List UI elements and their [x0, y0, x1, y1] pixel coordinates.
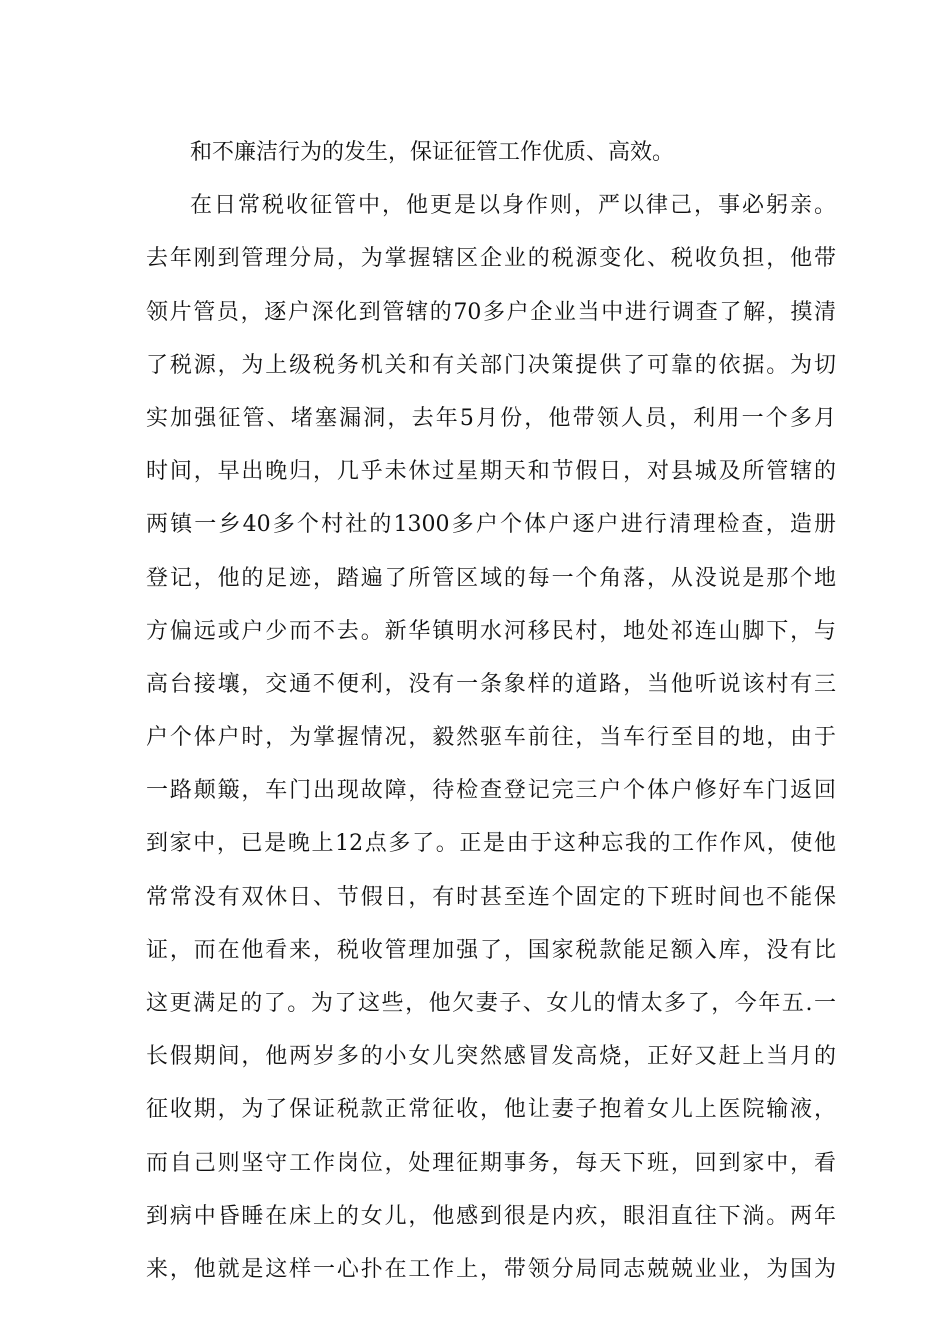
text-line: 登记，他的足迹，踏遍了所管区域的每一个角落，从没说是那个地: [146, 565, 836, 591]
body-text: [146, 126, 836, 1296]
text-line: 两镇一乡40多个村社的1300多户个体户逐户进行清理检查，造册: [146, 512, 836, 538]
text-line: 领片管员，逐户深化到管辖的70多户企业当中进行调查了解，摸清: [146, 299, 836, 325]
text-line: 了税源，为上级税务机关和有关部门决策提供了可靠的依据。为切: [146, 352, 836, 378]
text-line: 这更满足的了。为了这些，他欠妻子、女儿的情太多了，今年五.一: [146, 991, 836, 1016]
text-line: 和不廉洁行为的发生，保证征管工作优质、高效。: [190, 140, 675, 165]
text-line: 时间，早出晚归，几乎未休过星期天和节假日，对县城及所管辖的: [146, 459, 836, 485]
text-line: 到病中昏睡在床上的女儿，他感到很是内疚，眼泪直往下淌。两年: [146, 1203, 836, 1229]
text-line: 在日常税收征管中，他更是以身作则，严以律己，事必躬亲。: [190, 193, 836, 219]
text-line: 常常没有双休日、节假日，有时甚至连个固定的下班时间也不能保: [146, 884, 836, 910]
text-line: 实加强征管、堵塞漏洞，去年5月份，他带领人员，利用一个多月: [146, 405, 836, 431]
text-line: 方偏远或户少而不去。新华镇明水河移民村，地处祁连山脚下，与: [146, 618, 836, 644]
text-line: 一路颠簸，车门出现故障，待检查登记完三户个体户修好车门返回: [146, 778, 836, 804]
text-line: 到家中，已是晚上12点多了。正是由于这种忘我的工作作风，使他: [146, 831, 836, 857]
text-line: 户个体户时，为掌握情况，毅然驱车前往，当车行至目的地，由于: [146, 725, 836, 751]
text-line: 征收期，为了保证税款正常征收，他让妻子抱着女儿上医院输液，: [146, 1097, 836, 1123]
text-line: 来，他就是这样一心扑在工作上，带领分局同志兢兢业业，为国为: [146, 1256, 836, 1282]
text-line: 证，而在他看来，税收管理加强了，国家税款能足额入库，没有比: [146, 937, 836, 963]
text-line: 高台接壤，交通不便利，没有一条象样的道路，当他听说该村有三: [146, 671, 836, 697]
text-line: 去年刚到管理分局，为掌握辖区企业的税源变化、税收负担，他带: [146, 246, 836, 272]
text-line: 长假期间，他两岁多的小女儿突然感冒发高烧，正好又赶上当月的: [146, 1044, 836, 1070]
text-line: 而自己则坚守工作岗位，处理征期事务，每天下班，回到家中，看: [146, 1150, 836, 1176]
